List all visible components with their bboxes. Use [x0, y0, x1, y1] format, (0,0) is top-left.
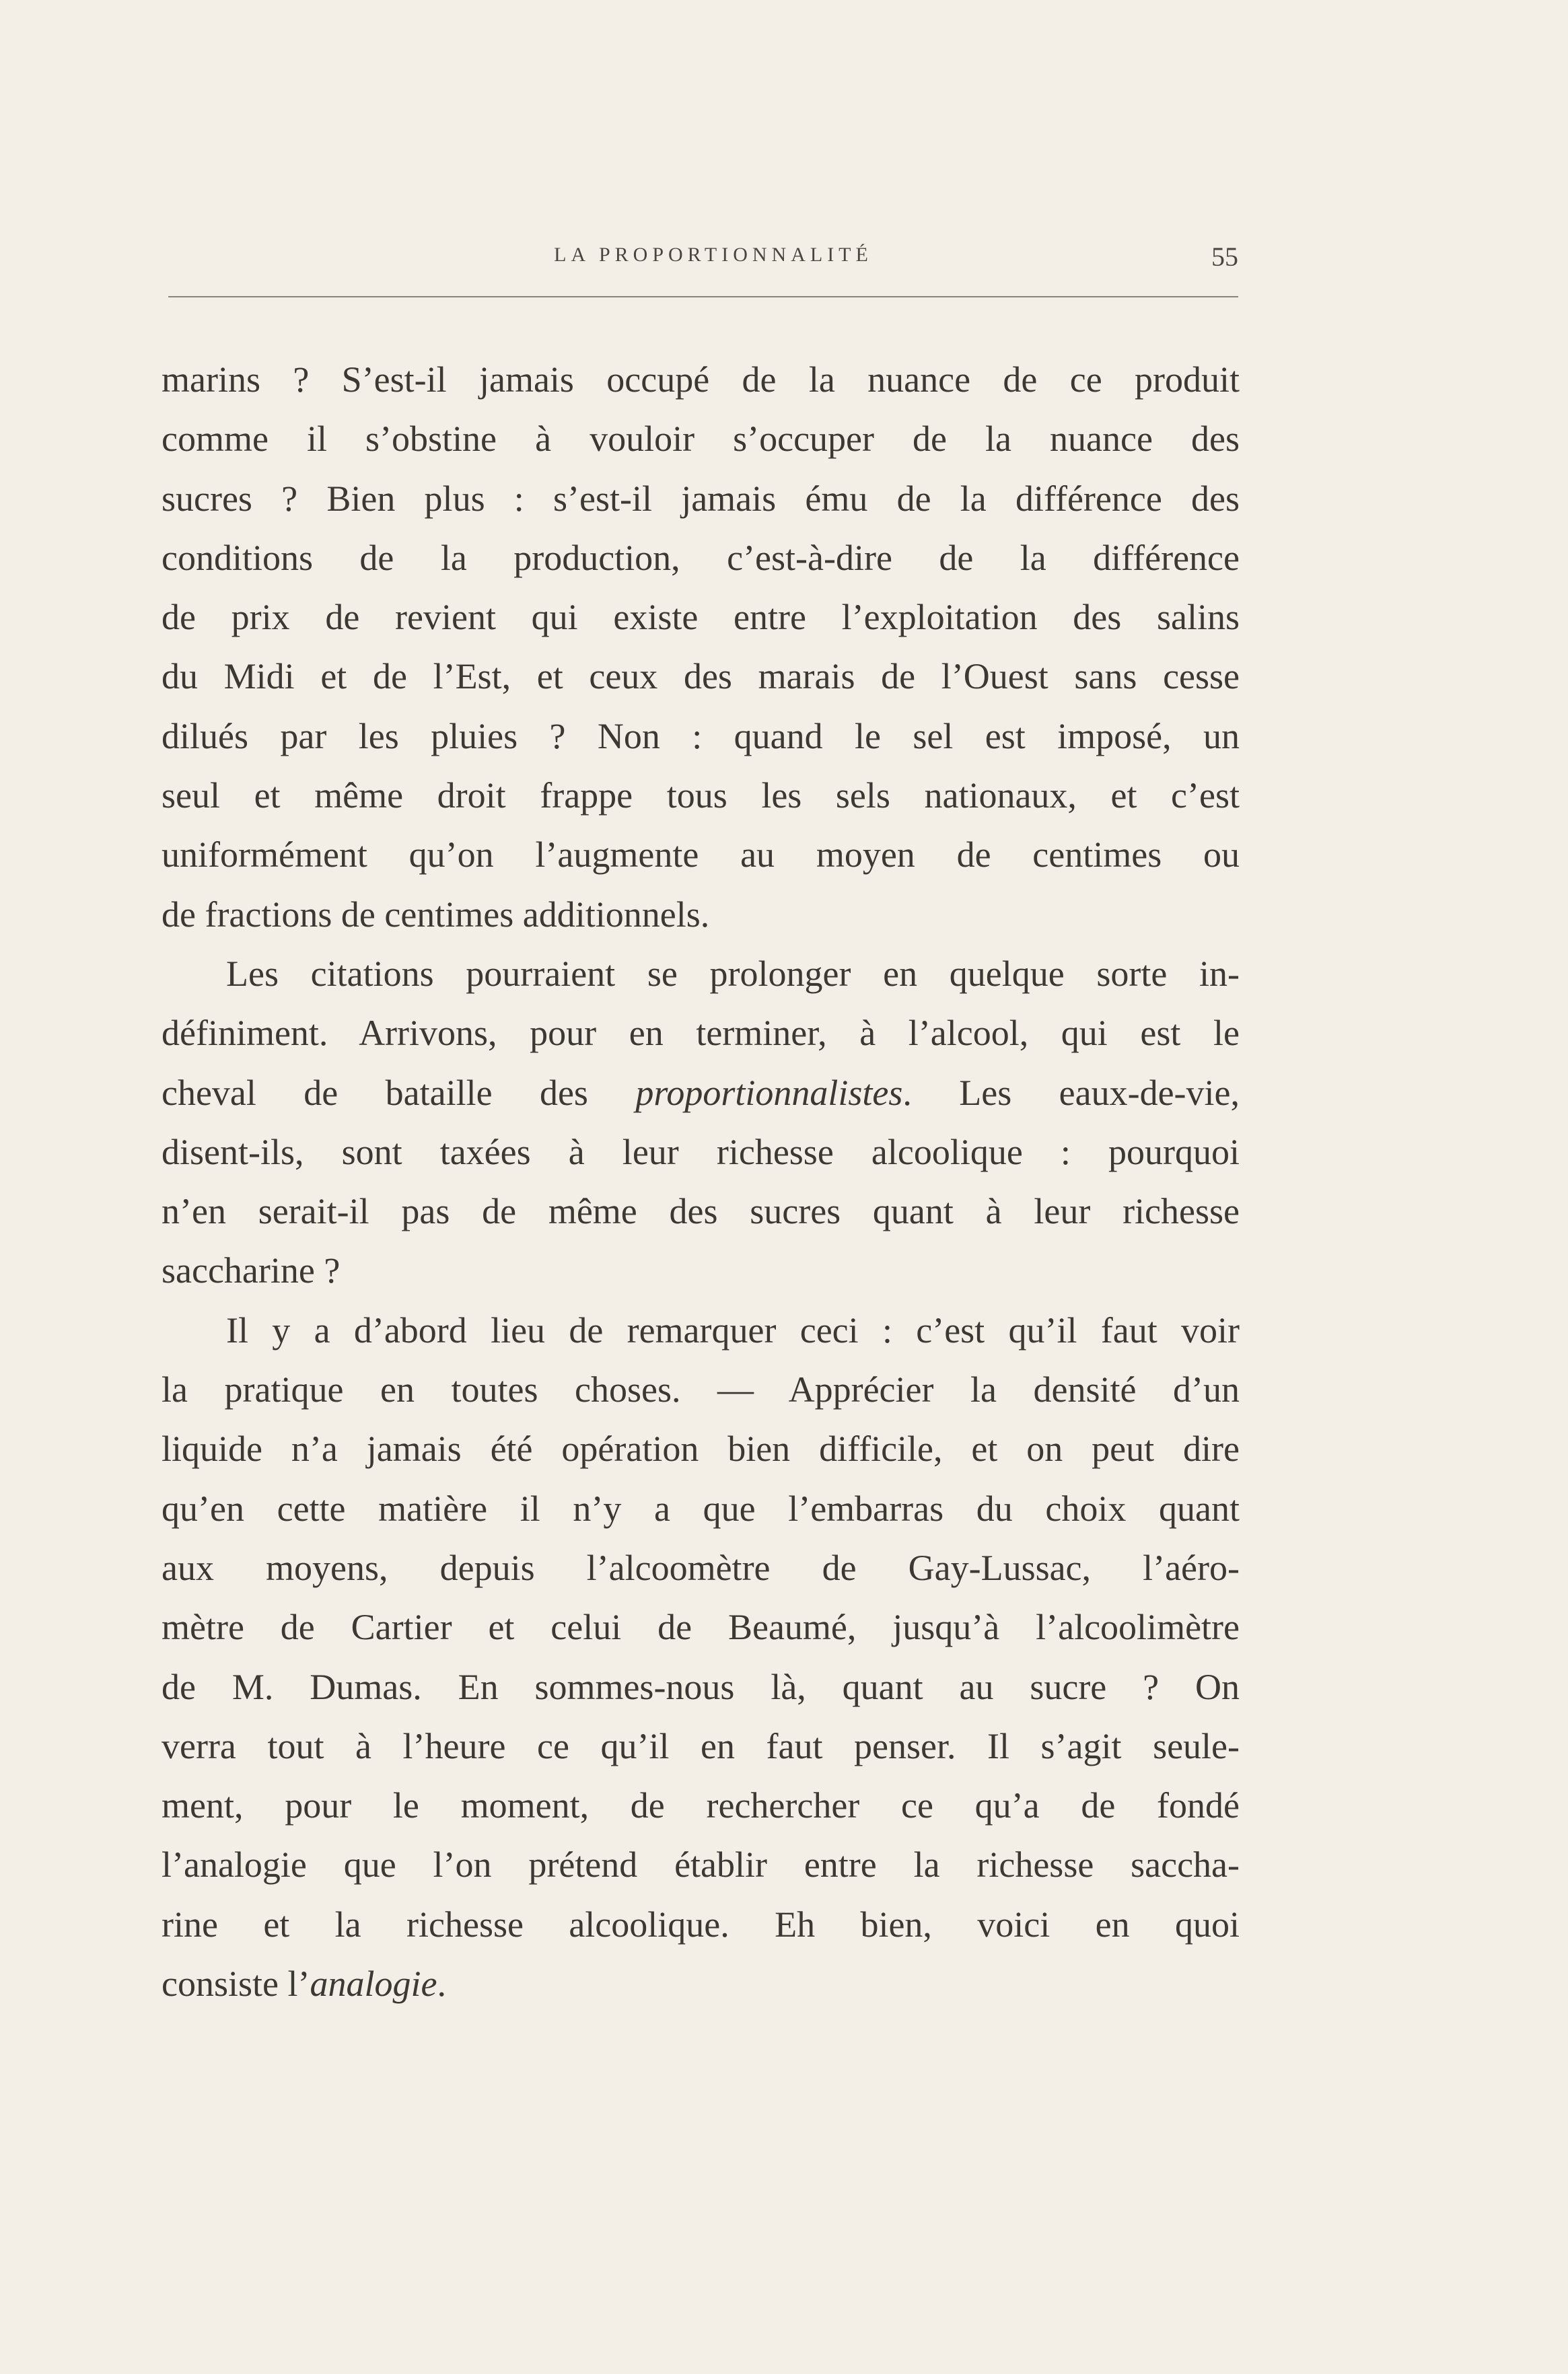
text-line: liquide n’a jamais été opération bien difficile, et on peut dire: [162, 1429, 1240, 1470]
text-line: uniformément qu’on l’augmente au moyen de centimes ou: [162, 834, 1240, 875]
text-line: aux moyens, depuis l’alcoomètre de Gay-Lussac, l’aéro-: [162, 1547, 1240, 1588]
line-text-after: .: [437, 1964, 446, 2005]
text-line: verra tout à l’heure ce qu’il en faut penser. Il s’agit seule-: [162, 1725, 1240, 1766]
text-line: de prix de revient qui existe entre l’exploitation des salins: [162, 597, 1240, 638]
text-line: disent-ils, sont taxées à leur richesse alcoolique : pourquoi: [162, 1131, 1240, 1172]
header-rule: [168, 296, 1238, 297]
page-header: [162, 244, 1238, 281]
text-line: dilués par les pluies ? Non : quand le sel est imposé, un: [162, 715, 1240, 756]
text-line: du Midi et de l’Est, et ceux des marais de l’Ouest sans cesse: [162, 656, 1240, 697]
running-title: LA PROPORTIONNALITÉ: [554, 244, 873, 266]
text-line: [162, 1954, 1240, 2013]
text-line: saccharine ?: [162, 1250, 341, 1291]
text-line: rine et la richesse alcoolique. Eh bien, voici en quoi: [162, 1904, 1240, 1945]
body-text: [162, 350, 1240, 2013]
text-line: définiment. Arrivons, pour en terminer, à l’alcool, qui est le: [162, 1013, 1240, 1054]
text-line: qu’en cette matière il n’y a que l’embarras du choix quant: [162, 1488, 1240, 1529]
text-line: n’en serait-il pas de même des sucres quant à leur richesse: [162, 1191, 1240, 1232]
line-text-before: cheval de bataille des: [162, 1072, 636, 1113]
line-text-after: . Les eaux-de-vie,: [902, 1072, 1240, 1113]
text-line: l’analogie que l’on prétend établir entre la richesse saccha-: [162, 1844, 1240, 1885]
text-line: la pratique en toutes choses. — Apprécier la densité d’un: [162, 1369, 1240, 1410]
italic-term: proportionnalistes: [635, 1072, 903, 1113]
text-line: mètre de Cartier et celui de Beaumé, jusqu’à l’alcoolimètre: [162, 1607, 1240, 1648]
text-line: seul et même droit frappe tous les sels nationaux, et c’est: [162, 775, 1240, 816]
text-line: sucres ? Bien plus : s’est-il jamais ému de la différence des: [162, 478, 1240, 519]
text-line: Les citations pourraient se prolonger en quelque sorte in-: [226, 953, 1240, 994]
text-line: ment, pour le moment, de rechercher ce qu’a de fondé: [162, 1785, 1240, 1826]
text-line: de M. Dumas. En sommes-nous là, quant au sucre ? On: [162, 1666, 1240, 1707]
page-number: 55: [1211, 242, 1238, 272]
text-line: marins ? S’est-il jamais occupé de la nuance de ce produit: [162, 359, 1240, 400]
text-line: Il y a d’abord lieu de remarquer ceci : c’est qu’il faut voir: [226, 1309, 1240, 1351]
text-line: [162, 1063, 1240, 1122]
text-line: de fractions de centimes additionnels.: [162, 894, 710, 935]
line-text-before: consiste l’: [162, 1964, 310, 2005]
italic-term: analogie: [310, 1964, 437, 2005]
text-line: comme il s’obstine à vouloir s’occuper de la nuance des: [162, 419, 1240, 460]
text-line: conditions de la production, c’est-à-dire de la différence: [162, 537, 1240, 578]
